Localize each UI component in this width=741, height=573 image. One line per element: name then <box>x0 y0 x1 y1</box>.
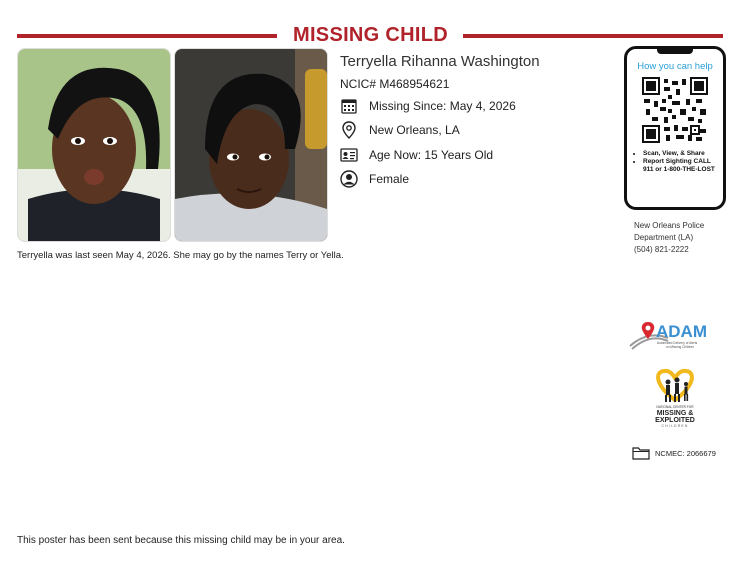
child-photo-2 <box>174 48 328 242</box>
poster-footer: This poster has been sent because this missing child may be in your area. <box>17 535 345 546</box>
sex-row <box>340 170 409 188</box>
svg-text:NATIONAL CENTER FOR: NATIONAL CENTER FOR <box>656 405 694 409</box>
phone-notch <box>657 49 693 54</box>
svg-text:Automated Delivery of Alerts: Automated Delivery of Alerts <box>657 341 698 345</box>
adam-wordmark: ADAM <box>656 322 707 341</box>
help-item: • Scan, View, & Share <box>643 150 721 158</box>
missing-since-row <box>340 97 516 115</box>
id-card-icon <box>340 146 358 164</box>
agency-name-line2: Department (LA) <box>634 233 694 242</box>
ncmec-id-row <box>632 447 716 460</box>
calendar-icon <box>340 97 358 115</box>
location: New Orleans, LA <box>369 123 460 137</box>
help-list <box>631 150 721 174</box>
poster-title: MISSING CHILD <box>0 24 741 47</box>
svg-text:MISSING &: MISSING & <box>656 410 694 417</box>
svg-text:CHILDREN: CHILDREN <box>661 424 689 428</box>
location-row <box>340 121 460 139</box>
person-icon <box>340 170 358 188</box>
location-pin-icon <box>340 121 358 139</box>
age-row <box>340 146 493 164</box>
adam-logo <box>628 318 720 354</box>
help-item: • Report Sighting CALL 911 or 1-800-THE-LOST <box>643 158 721 174</box>
help-phone-panel <box>624 46 726 210</box>
agency-contact <box>634 220 724 256</box>
age-now: Age Now: 15 Years Old <box>369 148 494 162</box>
svg-text:EXPLOITED: EXPLOITED <box>655 417 695 424</box>
help-title: How you can help <box>637 61 713 72</box>
agency-phone[interactable]: (504) 821-2222 <box>634 245 689 254</box>
ncmec-logo <box>646 368 704 428</box>
ncmec-id: NCMEC: 2066679 <box>655 449 716 458</box>
folder-icon <box>632 447 650 460</box>
missing-since: Missing Since: May 4, 2026 <box>369 99 516 113</box>
qr-code[interactable] <box>642 77 708 143</box>
svg-text:on Missing Children: on Missing Children <box>666 345 694 349</box>
child-name: Terryella Rihanna Washington <box>340 53 540 70</box>
sex: Female <box>369 172 410 186</box>
child-photo-1 <box>17 48 171 242</box>
description: Terryella was last seen May 4, 2026. She may go by the names Terry or Yella. <box>17 250 344 261</box>
ncic-number: NCIC# M468954621 <box>340 77 450 91</box>
agency-name-line1: New Orleans Police <box>634 221 705 230</box>
